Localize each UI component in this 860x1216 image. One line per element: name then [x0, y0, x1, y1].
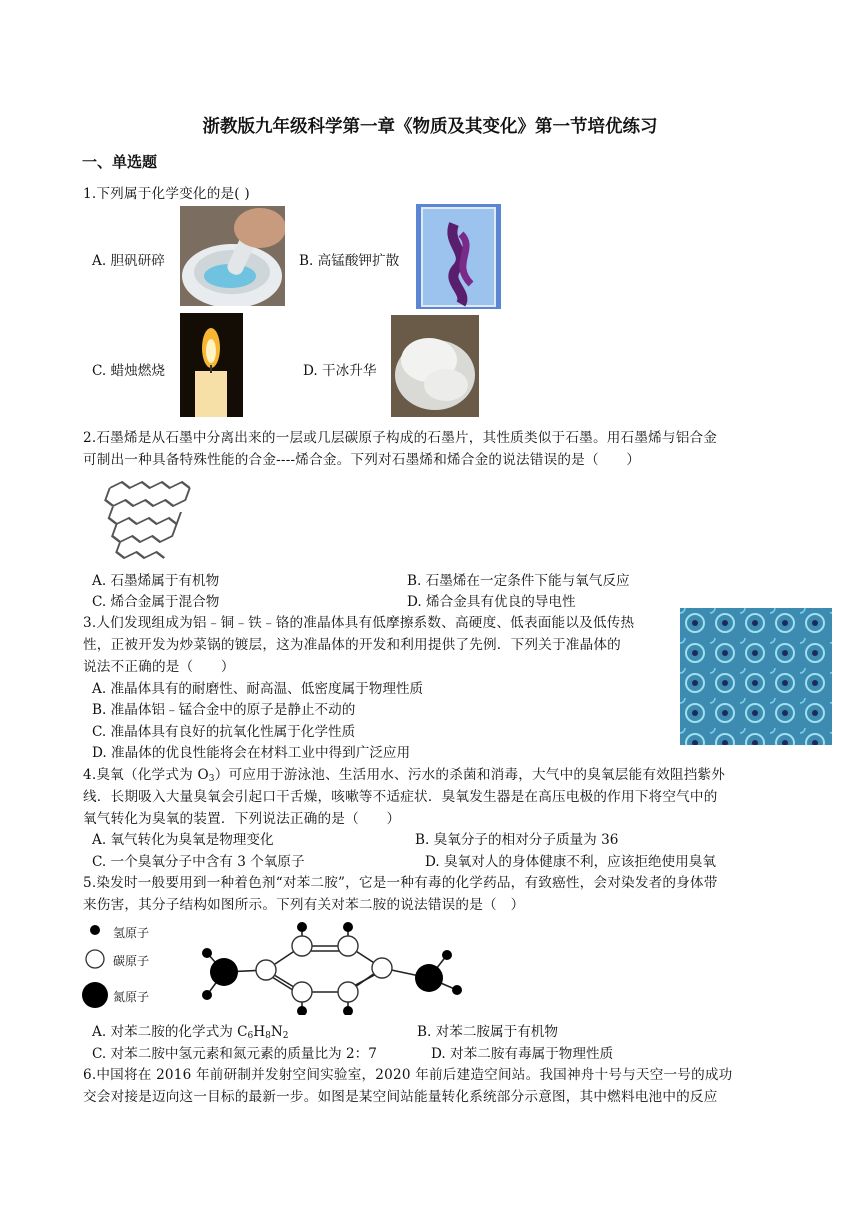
q1-option-b: B. 高锰酸钾扩散 [299, 253, 400, 269]
question-2-line-2: 可制出一种具备特殊性能的合金----烯合金。下列对石墨烯和烯合金的说法错误的是（ ） [83, 452, 641, 468]
question-4-line-2: 线．长期吸入大量臭氧会引起口干舌燥，咳嗽等不适症状．臭氧发生器是在高压电极的作用下将空气中的 [83, 789, 718, 805]
legend-hydrogen-dot [90, 925, 100, 935]
q2-option-c: C. 烯合金属于混合物 [92, 594, 220, 610]
question-3-line-3: 说法不正确的是（ ） [83, 659, 235, 675]
q5-option-b: B. 对苯二胺属于有机物 [417, 1024, 558, 1040]
q5-option-c: C. 对苯二胺中氢元素和氮元素的质量比为 2：7 [92, 1046, 377, 1062]
section-heading: 一、单选题 [82, 153, 158, 171]
q3-option-d: D. 准晶体的优良性能将会在材料工业中得到广泛应用 [92, 745, 411, 761]
q3-option-a: A. 准晶体具有的耐磨性、耐高温、低密度属于物理性质 [92, 681, 424, 697]
question-5-line-1: 5.染发时一般要用到一种着色剂“对苯二胺”，它是一种有毒的化学药品，有致癌性，会对染发者的身体带 [83, 875, 718, 891]
q1-option-c: C. 蜡烛燃烧 [92, 363, 165, 379]
q5-option-a: A. 对苯二胺的化学式为 $C_6H_8N_2$ [92, 1024, 289, 1041]
candle-photo [180, 313, 243, 417]
question-2-line-1: 2.石墨烯是从石墨中分离出来的一层或几层碳原子构成的石墨片，其性质类似于石墨。用石墨烯与铝合金 [83, 430, 718, 446]
legend-carbon-label: 碳原子 [113, 954, 150, 968]
q1-option-d: D. 干冰升华 [303, 363, 377, 379]
q2-option-d: D. 烯合金具有优良的导电性 [407, 594, 576, 610]
q1-option-a: A. 胆矾研碎 [92, 253, 165, 269]
legend-carbon-dot [86, 950, 104, 968]
question-6-line-1: 6.中国将在 2016 年前研制并发射空间实验室，2020 年前后建造空间站。我国神舟十号与天空一号的成功 [83, 1067, 733, 1083]
legend-nitrogen-label: 氮原子 [113, 990, 150, 1004]
legend-hydrogen-label: 氢原子 [113, 926, 150, 940]
q4-option-c: C. 一个臭氧分子中含有 3 个氧原子 [92, 854, 305, 870]
dry-ice-photo [391, 315, 479, 417]
question-6-line-2: 交会对接是迈向这一目标的最新一步。如图是某空间站能量转化系统部分示意图，其中燃料电池中的反应 [83, 1089, 718, 1105]
beaker-photo [416, 204, 501, 309]
question-3-line-2: 性，正被开发为炒菜锅的镀层，这为准晶体的开发和利用提供了先例．下列关于准晶体的 [83, 637, 621, 653]
question-3-line-1: 3.人们发现组成为铝﹣铜﹣铁﹣铬的准晶体具有低摩擦系数、高硬度、低表面能以及低传热 [83, 615, 635, 631]
quasicrystal-image [680, 608, 832, 745]
q2-option-a: A. 石墨烯属于有机物 [92, 573, 220, 589]
q3-option-b: B. 准晶体铝﹣锰合金中的原子是静止不动的 [92, 702, 356, 718]
question-4-line-3: 氧气转化为臭氧的装置．下列说法正确的是（ ） [83, 811, 401, 827]
q4-option-b: B. 臭氧分子的相对分子质量为 36 [415, 832, 619, 848]
question-5-line-2: 来伤害，其分子结构如图所示。下列有关对苯二胺的说法错误的是（ ） [83, 897, 525, 913]
q4-option-d: D. 臭氧对人的身体健康不利，应该拒绝使用臭氧 [425, 854, 716, 870]
q4-option-a: A. 氧气转化为臭氧是物理变化 [92, 832, 274, 848]
q3-option-c: C. 准晶体具有良好的抗氧化性属于化学性质 [92, 724, 356, 740]
graphene-image [82, 468, 200, 562]
page-title: 浙教版九年级科学第一章《物质及其变化》第一节培优练习 [202, 117, 658, 137]
mortar-photo [180, 206, 285, 306]
question-1-stem: 1.下列属于化学变化的是( ) [83, 186, 250, 202]
q2-option-b: B. 石墨烯在一定条件下能与氧气反应 [407, 573, 630, 589]
question-4-line-1: 4.臭氧（化学式为 $O_3$）可应用于游泳池、生活用水、污水的杀菌和消毒，大气中的臭氧层能有效阻挡紫外 [83, 767, 726, 784]
q5-option-d: D. 对苯二胺有毒属于物理性质 [431, 1046, 614, 1062]
legend-nitrogen-dot [82, 982, 108, 1008]
